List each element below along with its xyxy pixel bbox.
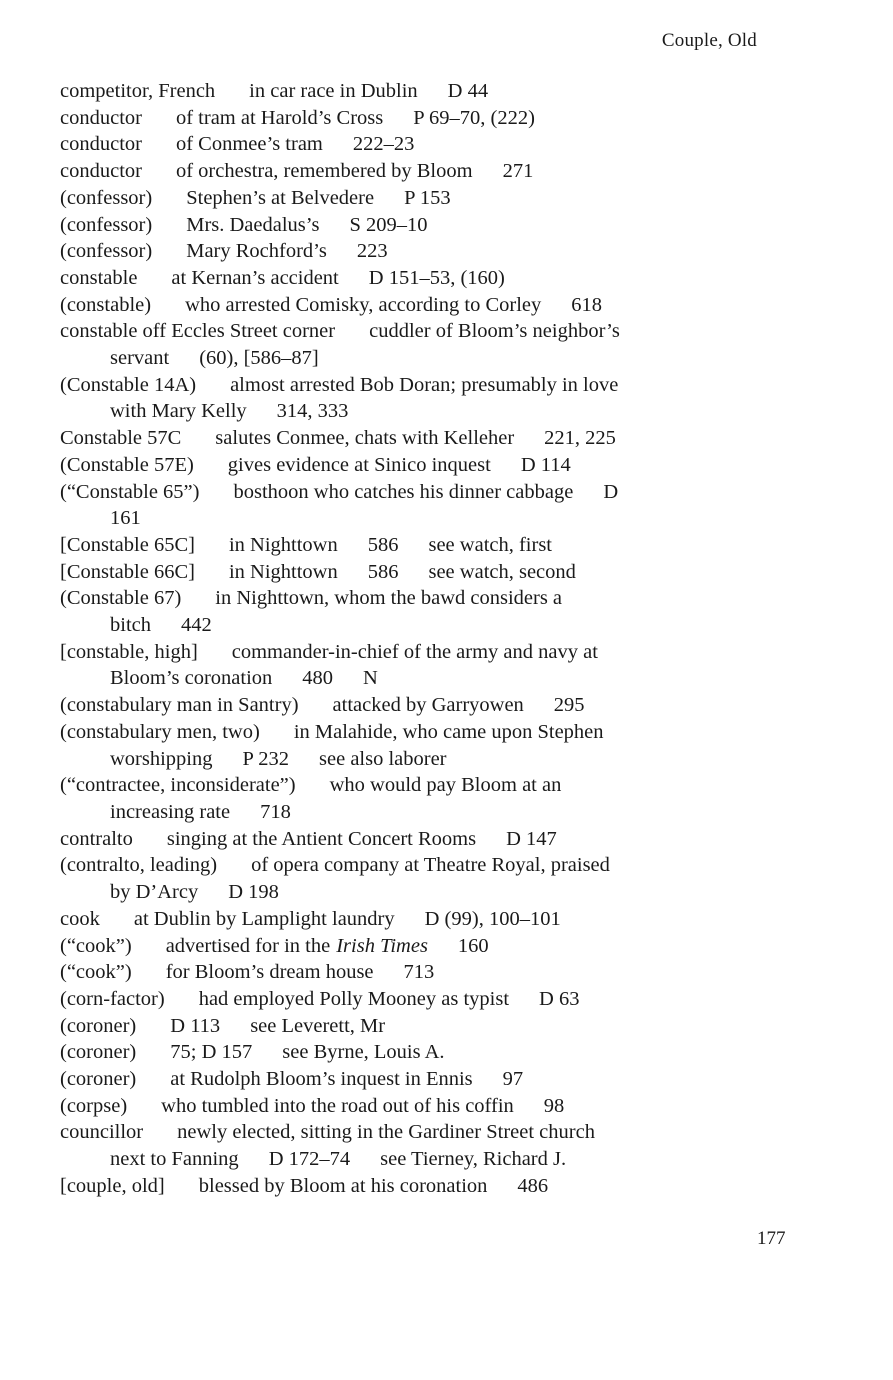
- index-entry: [60, 692, 760, 719]
- entry-character: (Constable 67): [60, 587, 182, 610]
- index-entry: [60, 131, 760, 158]
- entry-description: of opera company at Theatre Royal, praised: [251, 854, 610, 877]
- entry-description: for Bloom’s dream house: [165, 961, 374, 984]
- index-entry: [60, 105, 760, 132]
- entry-character: (coroner): [60, 1068, 137, 1091]
- entry-reference: D 63: [539, 987, 580, 1010]
- entry-description: in car race in Dublin: [249, 80, 418, 102]
- entry-description: in Nighttown: [228, 560, 338, 583]
- entry-description: in Nighttown: [228, 533, 338, 556]
- entry-character: constable off Eccles Street corner: [60, 320, 336, 343]
- index-entry: [60, 933, 760, 960]
- entry-reference: 480: [302, 667, 334, 690]
- entry-continuation-text: Bloom’s coronation: [110, 667, 273, 690]
- index-entries: [60, 78, 760, 1200]
- entry-description: of Conmee’s tram: [175, 133, 323, 156]
- entry-character: cook: [60, 907, 100, 930]
- entry-reference: 98: [543, 1094, 565, 1117]
- entry-description: advertised for in the: [165, 934, 331, 957]
- entry-description: of orchestra, remembered by Bloom: [175, 160, 473, 183]
- entry-reference: P 69–70, (222): [413, 106, 535, 129]
- entry-reference: D 114: [520, 453, 571, 476]
- entry-see-also: see also laborer: [319, 747, 447, 770]
- index-entry: [60, 292, 760, 319]
- entry-reference: D 151–53, (160): [368, 266, 505, 289]
- entry-description: Mrs. Daedalus’s: [186, 213, 320, 236]
- entry-continuation-text: next to Fanning: [110, 1148, 239, 1171]
- entry-continuation: [60, 665, 760, 692]
- entry-reference: (60), [586–87]: [199, 347, 319, 370]
- entry-reference: P 232: [242, 747, 290, 770]
- index-entry: [60, 452, 760, 479]
- index-entry: [60, 265, 760, 292]
- entry-reference: 442: [181, 614, 212, 637]
- entry-description: who tumbled into the road out of his coffin: [161, 1094, 514, 1117]
- entry-see-also: see Byrne, Louis A.: [282, 1041, 445, 1064]
- entry-character: [constable, high]: [60, 640, 198, 663]
- entry-reference: 223: [356, 240, 388, 263]
- entry-reference: D 147: [506, 827, 557, 850]
- index-entry: [60, 212, 760, 239]
- entry-description: salutes Conmee, chats with Kelleher: [215, 427, 515, 450]
- entry-reference: 295: [553, 694, 585, 717]
- index-entry: [60, 1093, 760, 1120]
- index-entry: [60, 78, 760, 105]
- index-entry: [60, 1039, 760, 1066]
- index-entry: [60, 986, 760, 1013]
- index-entry: [60, 1066, 760, 1093]
- entry-continuation: [60, 612, 760, 639]
- entry-reference: 586: [367, 560, 399, 583]
- entry-reference: 314, 333: [276, 400, 349, 423]
- entry-description: almost arrested Bob Doran; presumably in love: [230, 373, 619, 396]
- entry-description: newly elected, sitting in the Gardiner Street church: [177, 1121, 595, 1144]
- entry-description: cuddler of Bloom’s neighbor’s: [369, 320, 620, 343]
- entry-description: of tram at Harold’s Cross: [175, 106, 384, 129]
- entry-description: in Malahide, who came upon Stephen: [293, 720, 604, 743]
- entry-reference: D (99), 100–101: [424, 907, 561, 930]
- entry-description: gives evidence at Sinico inquest: [227, 453, 491, 476]
- entry-reference: D 198: [228, 881, 279, 904]
- entry-character: Constable 57C: [60, 427, 182, 450]
- entry-continuation: [60, 746, 760, 773]
- entry-continuation: [60, 799, 760, 826]
- index-entry: [60, 906, 760, 933]
- index-entry: [60, 585, 760, 638]
- entry-continuation-text: bitch: [110, 614, 151, 637]
- entry-reference: 75; D 157: [170, 1041, 253, 1064]
- entry-character: (“contractee, inconsiderate”): [60, 774, 296, 797]
- entry-description: at Kernan’s accident: [171, 266, 339, 289]
- entry-continuation-text: increasing rate: [110, 800, 231, 823]
- entry-character: contralto: [60, 827, 133, 850]
- entry-character: (“Constable 65”): [60, 480, 200, 503]
- entry-description: blessed by Bloom at his coronation: [198, 1174, 488, 1197]
- index-entry: [60, 479, 760, 532]
- index-entry: [60, 772, 760, 825]
- entry-reference: D 44: [447, 80, 489, 102]
- entry-reference: 271: [502, 160, 534, 183]
- entry-character: (coroner): [60, 1014, 137, 1037]
- entry-character: (constabulary men, two): [60, 720, 260, 743]
- index-entry: [60, 1173, 760, 1200]
- index-entry: [60, 238, 760, 265]
- entry-continuation: [60, 879, 760, 906]
- entry-character: [couple, old]: [60, 1174, 165, 1197]
- index-entry: [60, 185, 760, 212]
- entry-character: conductor: [60, 160, 142, 183]
- entry-character: (corn-factor): [60, 987, 165, 1010]
- entry-reference: 586: [367, 533, 399, 556]
- page-number: 177: [757, 1228, 786, 1249]
- entry-character: (corpse): [60, 1094, 128, 1117]
- entry-description: attacked by Garryowen: [332, 694, 524, 717]
- index-entry: [60, 1013, 760, 1040]
- entry-character: [Constable 65C]: [60, 533, 195, 556]
- index-entry: [60, 959, 760, 986]
- entry-see-also: see Leverett, Mr: [250, 1014, 386, 1037]
- entry-character: (Constable 57E): [60, 453, 194, 476]
- entry-character: competitor, French: [60, 80, 216, 102]
- entry-reference: 718: [260, 800, 291, 823]
- entry-character: (Constable 14A): [60, 373, 197, 396]
- entry-description-italic: Irish Times: [336, 934, 428, 957]
- entry-reference: 713: [403, 961, 435, 984]
- entry-continuation: [60, 345, 760, 372]
- entry-description: who arrested Comisky, according to Corley: [185, 293, 542, 316]
- entry-reference: 618: [571, 293, 603, 316]
- entry-continuation-text: by D’Arcy: [110, 881, 199, 904]
- entry-description: Mary Rochford’s: [186, 240, 327, 263]
- index-entry: [60, 372, 760, 425]
- index-entry: [60, 852, 760, 905]
- index-entry: [60, 425, 760, 452]
- entry-character: (confessor): [60, 213, 153, 236]
- entry-description: at Dublin by Lamplight laundry: [133, 907, 395, 930]
- entry-reference: 160: [457, 934, 489, 957]
- index-entry: [60, 559, 760, 586]
- running-head: Couple, Old: [661, 30, 757, 51]
- entry-reference: 221, 225: [544, 427, 616, 450]
- entry-reference: D 113: [170, 1014, 221, 1037]
- entry-see-also: see Tierney, Richard J.: [380, 1148, 567, 1171]
- entry-reference: 486: [517, 1174, 549, 1197]
- index-entry: [60, 639, 760, 692]
- entry-continuation-text: servant: [110, 347, 170, 370]
- entry-character: (coroner): [60, 1041, 137, 1064]
- index-entry: [60, 532, 760, 559]
- entry-reference: D 172–74: [268, 1148, 351, 1171]
- entry-reference: P 153: [404, 186, 451, 209]
- entry-continuation: [60, 1146, 760, 1173]
- entry-continuation: [60, 505, 760, 532]
- entry-description: who would pay Bloom at an: [329, 774, 562, 797]
- entry-character: (“cook”): [60, 961, 132, 984]
- entry-continuation: [60, 398, 760, 425]
- entry-description: commander-in-chief of the army and navy at: [231, 640, 598, 663]
- entry-reference: S 209–10: [349, 213, 428, 236]
- index-entry: [60, 158, 760, 185]
- entry-character: conductor: [60, 133, 142, 156]
- entry-character: (“cook”): [60, 934, 132, 957]
- entry-character: (confessor): [60, 186, 153, 209]
- entry-continuation-text: with Mary Kelly: [110, 400, 247, 423]
- index-entry: [60, 719, 760, 772]
- entry-see-also: see watch, first: [428, 533, 553, 556]
- entry-character: (confessor): [60, 240, 153, 263]
- entry-reference: 97: [502, 1068, 524, 1091]
- entry-description: bosthoon who catches his dinner cabbage: [233, 480, 574, 503]
- index-entry: [60, 826, 760, 853]
- entry-description: had employed Polly Mooney as typist: [198, 987, 510, 1010]
- entry-description: at Rudolph Bloom’s inquest in Ennis: [170, 1068, 473, 1091]
- entry-see-also: N: [363, 667, 378, 690]
- entry-character: (constable): [60, 293, 152, 316]
- entry-character: conductor: [60, 106, 142, 129]
- entry-character: [Constable 66C]: [60, 560, 195, 583]
- entry-description: Stephen’s at Belvedere: [186, 186, 375, 209]
- entry-description: singing at the Antient Concert Rooms: [166, 827, 477, 850]
- entry-continuation-text: worshipping: [110, 747, 213, 770]
- entry-character: councillor: [60, 1121, 144, 1144]
- entry-reference: D: [603, 480, 619, 503]
- entry-reference-continued: 161: [110, 507, 141, 530]
- entry-character: (contralto, leading): [60, 854, 218, 877]
- index-entry: [60, 1119, 760, 1172]
- entry-description: in Nighttown, whom the bawd considers a: [215, 587, 563, 610]
- entry-character: (constabulary man in Santry): [60, 694, 299, 717]
- entry-see-also: see watch, second: [428, 560, 576, 583]
- index-entry: [60, 318, 760, 371]
- entry-character: constable: [60, 266, 138, 289]
- entry-reference: 222–23: [352, 133, 415, 156]
